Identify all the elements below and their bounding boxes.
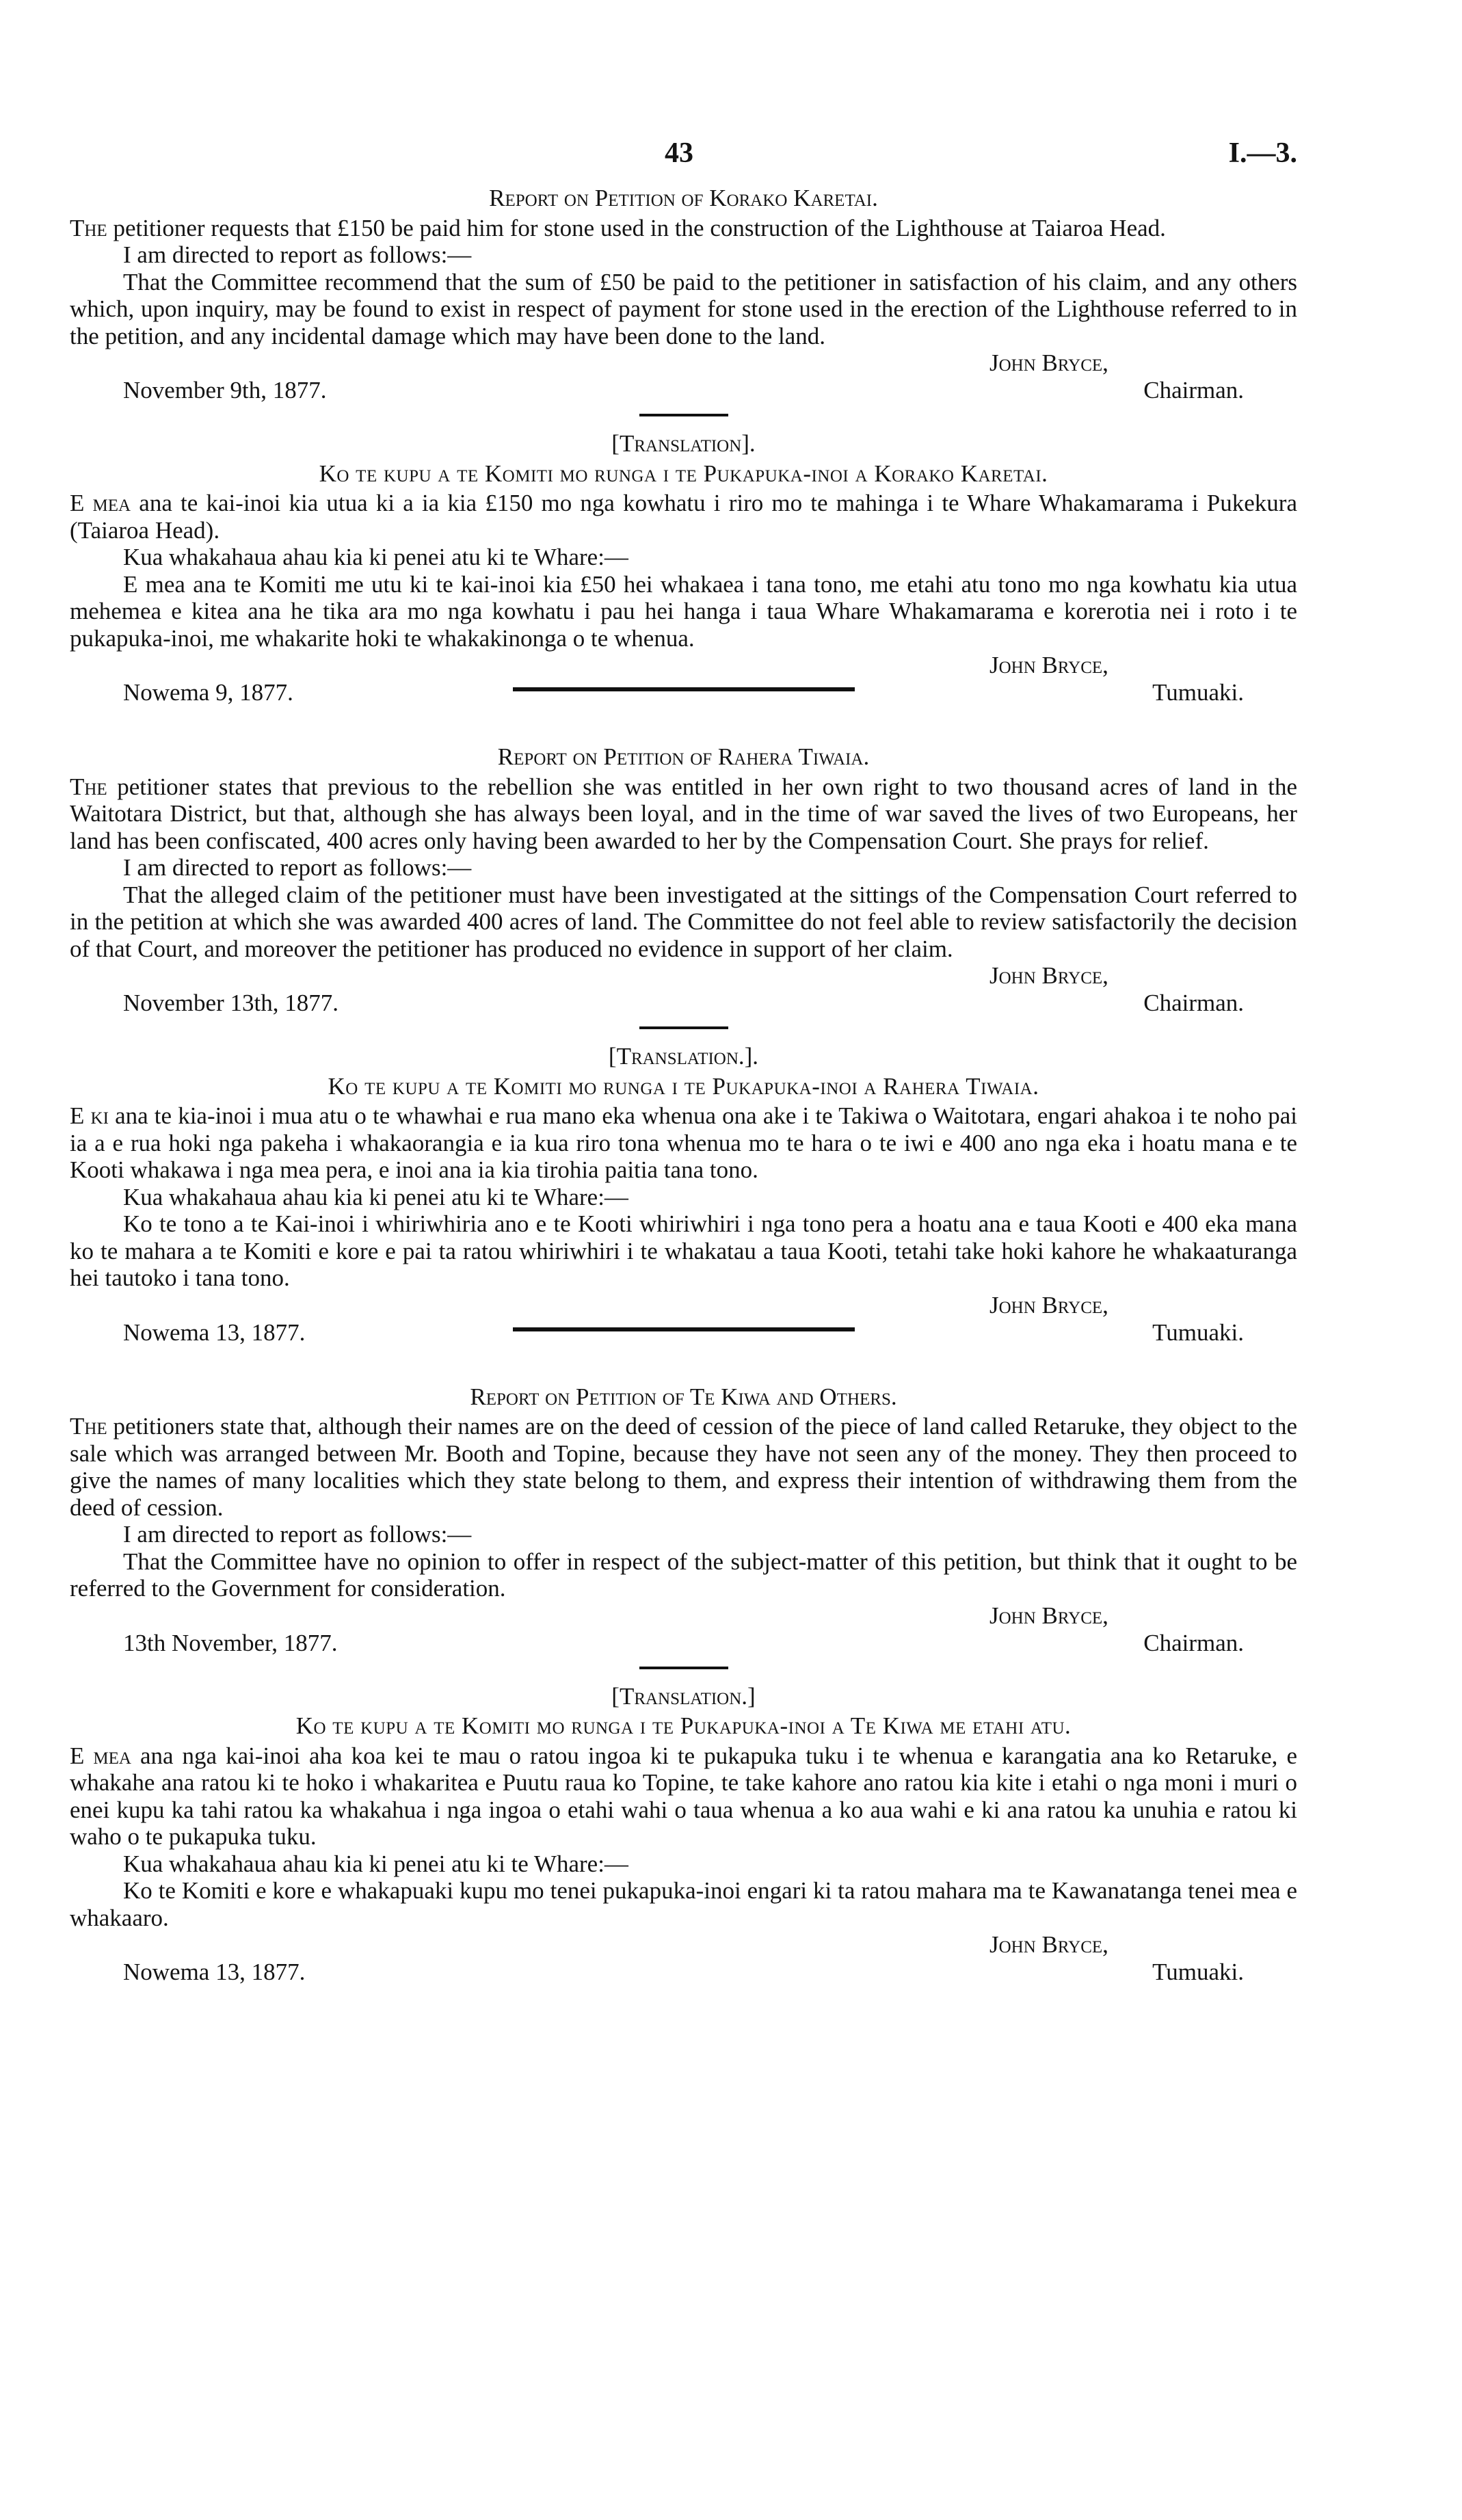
translation-label: [Translation.]. xyxy=(608,1043,759,1070)
signature-date: 13th November, 1877. xyxy=(123,1629,338,1656)
paragraph xyxy=(70,1413,1297,1521)
signature-date: Nowema 9, 1877. xyxy=(123,679,293,706)
paragraph: E mea ana te Komiti me utu ki te kai-inoi kia £50 hei whakaea i tana tono, me etahi atu tono mo nga kowhatu kia utua mehemea e kitea ana he tika ara mo nga kowhatu i pau hei hanga i taua Whare Whakamarama e korerotia nei i roto i te pukapuka-inoi, me whakarite hoki te whakakinonga o te whenua. xyxy=(70,570,1297,652)
paragraph-lead: E mea xyxy=(70,490,131,516)
paragraph-text: petitioner requests that £150 be paid him for stone used in the construction of the Lighthouse at Taiaroa Head. xyxy=(107,214,1166,241)
section-title: Report on Petition of Korako Karetai. xyxy=(489,185,878,211)
section-title: Report on Petition of Rahera Tiwaia. xyxy=(497,743,870,770)
paragraph: That the Committee recommend that the sum of £50 be paid to the petitioner in satisfaction of his claim, and any others which, upon inquiry, may be found to exist in respect of payment for stone used in the erection of the Lighthouse referred to in the petition, and any incidental damage which may have been done to the land. xyxy=(70,268,1297,349)
signatory-role: Tumuaki. xyxy=(1152,679,1244,706)
paragraph-text: petitioners state that, although their names are on the deed of cession of the piece of land called Retaruke, they object to the sale which was arranged between Mr. Booth and Topine, because they have not seen any of the money. They then proceed to give the names of many localities which they state belong to them, and express their intention of withdrawing them from the deed of cession. xyxy=(70,1413,1297,1521)
short-divider xyxy=(639,414,728,416)
signature-date: Nowema 13, 1877. xyxy=(123,1959,306,1985)
signature-block xyxy=(70,1931,1297,1986)
signatory-role: Tumuaki. xyxy=(1152,1959,1244,1985)
short-divider xyxy=(639,1026,728,1029)
paragraph-text: ana te kai-inoi kia utua ki a ia kia £150 mo nga kowhatu i riro mo te mahinga i te Whare Whakamarama i Pukekura (Taiaroa Head). xyxy=(70,490,1297,544)
paragraph: Ko te tono a te Kai-inoi i whiriwhiria ano e te Kooti whiriwhiri i nga tono pera a hoatu ana e taua Kooti e 400 eka mana ko te mahara a te Komiti e kore e pai ta ratou whiriwhiri i te whakatau a taua Kooti, tetahi take hoki kahore he whakaaturanga hei tautoko i tana tono. xyxy=(70,1210,1297,1291)
signatory-name: John Bryce, xyxy=(989,1602,1108,1629)
report-section xyxy=(70,185,1297,404)
report-section xyxy=(70,1383,1297,1657)
paragraph xyxy=(70,490,1297,544)
signature-block xyxy=(70,962,1297,1017)
paragraph: That the alleged claim of the petitioner must have been investigated at the sittings of the Compensation Court referred to in the petition at which she was awarded 400 acres of land. The Committee do not feel able to review satisfactorily the decision of that Court, and moreover the petitioner has produced no evidence in support of her claim. xyxy=(70,881,1297,962)
paragraph: I am directed to report as follows:— xyxy=(123,241,472,268)
paragraph: Ko te Komiti e kore e whakapuaki kupu mo tenei pukapuka-inoi engari ki ta ratou mahara ma te Kawanatanga tenei mea e whakaaro. xyxy=(70,1877,1297,1931)
long-divider xyxy=(513,1327,855,1331)
translation-section xyxy=(70,1043,1297,1347)
signatory-name: John Bryce, xyxy=(989,349,1108,376)
paragraph-text: ana nga kai-inoi aha koa kei te mau o ratou ingoa ki te pukapuka tuku i te whenua e karangatia ana ko Retaruke, e whakahe ana ratou ki te hoko i whakaritea e Puutu raua ko Topine, te take kahore ano ratou kia kite i etahi o nga moni i muri o enei kupu ka tahi ratou ka whakahua i nga ingoa o etahi wahi o taua whenua a ko aua wahi e ki ana ratou ka unuhia e ratou ki waho o te pukapuka tuku. xyxy=(70,1742,1297,1850)
paragraph-text: ana te kia-inoi i mua atu o te whawhai e rua mano eka whenua ona ake i te Takiwa o Waitotara, engari ahakoa i te noho pai ia a e rua hoki nga pakeha i whakaorangia e ia kua riro tona whenua mo te hara o te iwi e 400 ano nga eka i hoatu mana e te Kooti whakawa i nga mea pera, e inoi ana ia kia tirohia paitia tana tono. xyxy=(70,1102,1297,1183)
signatory-role: Tumuaki. xyxy=(1152,1318,1244,1346)
paragraph: That the Committee have no opinion to offer in respect of the subject-matter of this petition, but think that it ought to be referred to the Government for consideration. xyxy=(70,1548,1297,1602)
signatory-name: John Bryce, xyxy=(989,962,1108,989)
paragraph: I am directed to report as follows:— xyxy=(123,1521,472,1548)
translation-section xyxy=(70,1683,1297,1987)
document-page xyxy=(70,137,1297,1986)
paragraph: Kua whakahaua ahau kia ki penei atu ki te Whare:— xyxy=(123,1183,628,1210)
report-section xyxy=(70,743,1297,1017)
paragraph-lead: The xyxy=(70,214,107,241)
signature-block xyxy=(70,652,1297,706)
signatory-role: Chairman. xyxy=(1143,1629,1244,1656)
short-divider xyxy=(639,1667,728,1669)
signature-date: November 9th, 1877. xyxy=(123,377,327,403)
section-title: Ko te kupu a te Komiti mo runga i te Pukapuka-inoi a Rahera Tiwaia. xyxy=(328,1072,1039,1100)
translation-label: [Translation.] xyxy=(611,1682,756,1710)
signatory-role: Chairman. xyxy=(1143,377,1244,403)
long-divider xyxy=(513,687,855,691)
paragraph xyxy=(70,215,1297,242)
paragraph: Kua whakahaua ahau kia ki penei atu ki te Whare:— xyxy=(123,544,628,570)
paragraph xyxy=(70,773,1297,855)
signature-block xyxy=(70,1292,1297,1347)
page-header xyxy=(70,137,1297,185)
paragraph-lead: E mea xyxy=(70,1742,131,1769)
paragraph-lead: The xyxy=(70,773,107,800)
signature-block xyxy=(70,1602,1297,1657)
paragraph-lead: E ki xyxy=(70,1102,109,1129)
section-title: Ko te kupu a te Komiti mo runga i te Pukapuka-inoi a Korako Karetai. xyxy=(319,460,1048,487)
translation-label: [Translation]. xyxy=(611,430,756,457)
paragraph-lead: The xyxy=(70,1413,107,1440)
translation-section xyxy=(70,430,1297,706)
section-title: Report on Petition of Te Kiwa and Others. xyxy=(470,1383,897,1410)
document-reference: I.—3. xyxy=(1228,137,1297,169)
signatory-name: John Bryce, xyxy=(989,652,1108,678)
paragraph: Kua whakahaua ahau kia ki penei atu ki te Whare:— xyxy=(123,1850,628,1877)
paragraph xyxy=(70,1742,1297,1851)
signatory-name: John Bryce, xyxy=(989,1291,1108,1318)
signatory-name: John Bryce, xyxy=(989,1931,1108,1958)
signature-block xyxy=(70,349,1297,404)
paragraph xyxy=(70,1102,1297,1184)
paragraph: I am directed to report as follows:— xyxy=(123,854,472,881)
signatory-role: Chairman. xyxy=(1143,990,1244,1016)
section-title: Ko te kupu a te Komiti mo runga i te Pukapuka-inoi a Te Kiwa me etahi atu. xyxy=(295,1712,1072,1739)
signature-date: November 13th, 1877. xyxy=(123,990,338,1016)
signature-date: Nowema 13, 1877. xyxy=(123,1318,306,1346)
page-number: 43 xyxy=(665,137,693,169)
paragraph-text: petitioner states that previous to the rebellion she was entitled in her own right to two thousand acres of land in the Waitotara District, but that, although she has always been loyal, and in the time of war saved the lives of two Europeans, her land has been confiscated, 400 acres only having been awarded to her by the Compensation Court. She prays for relief. xyxy=(70,773,1297,854)
